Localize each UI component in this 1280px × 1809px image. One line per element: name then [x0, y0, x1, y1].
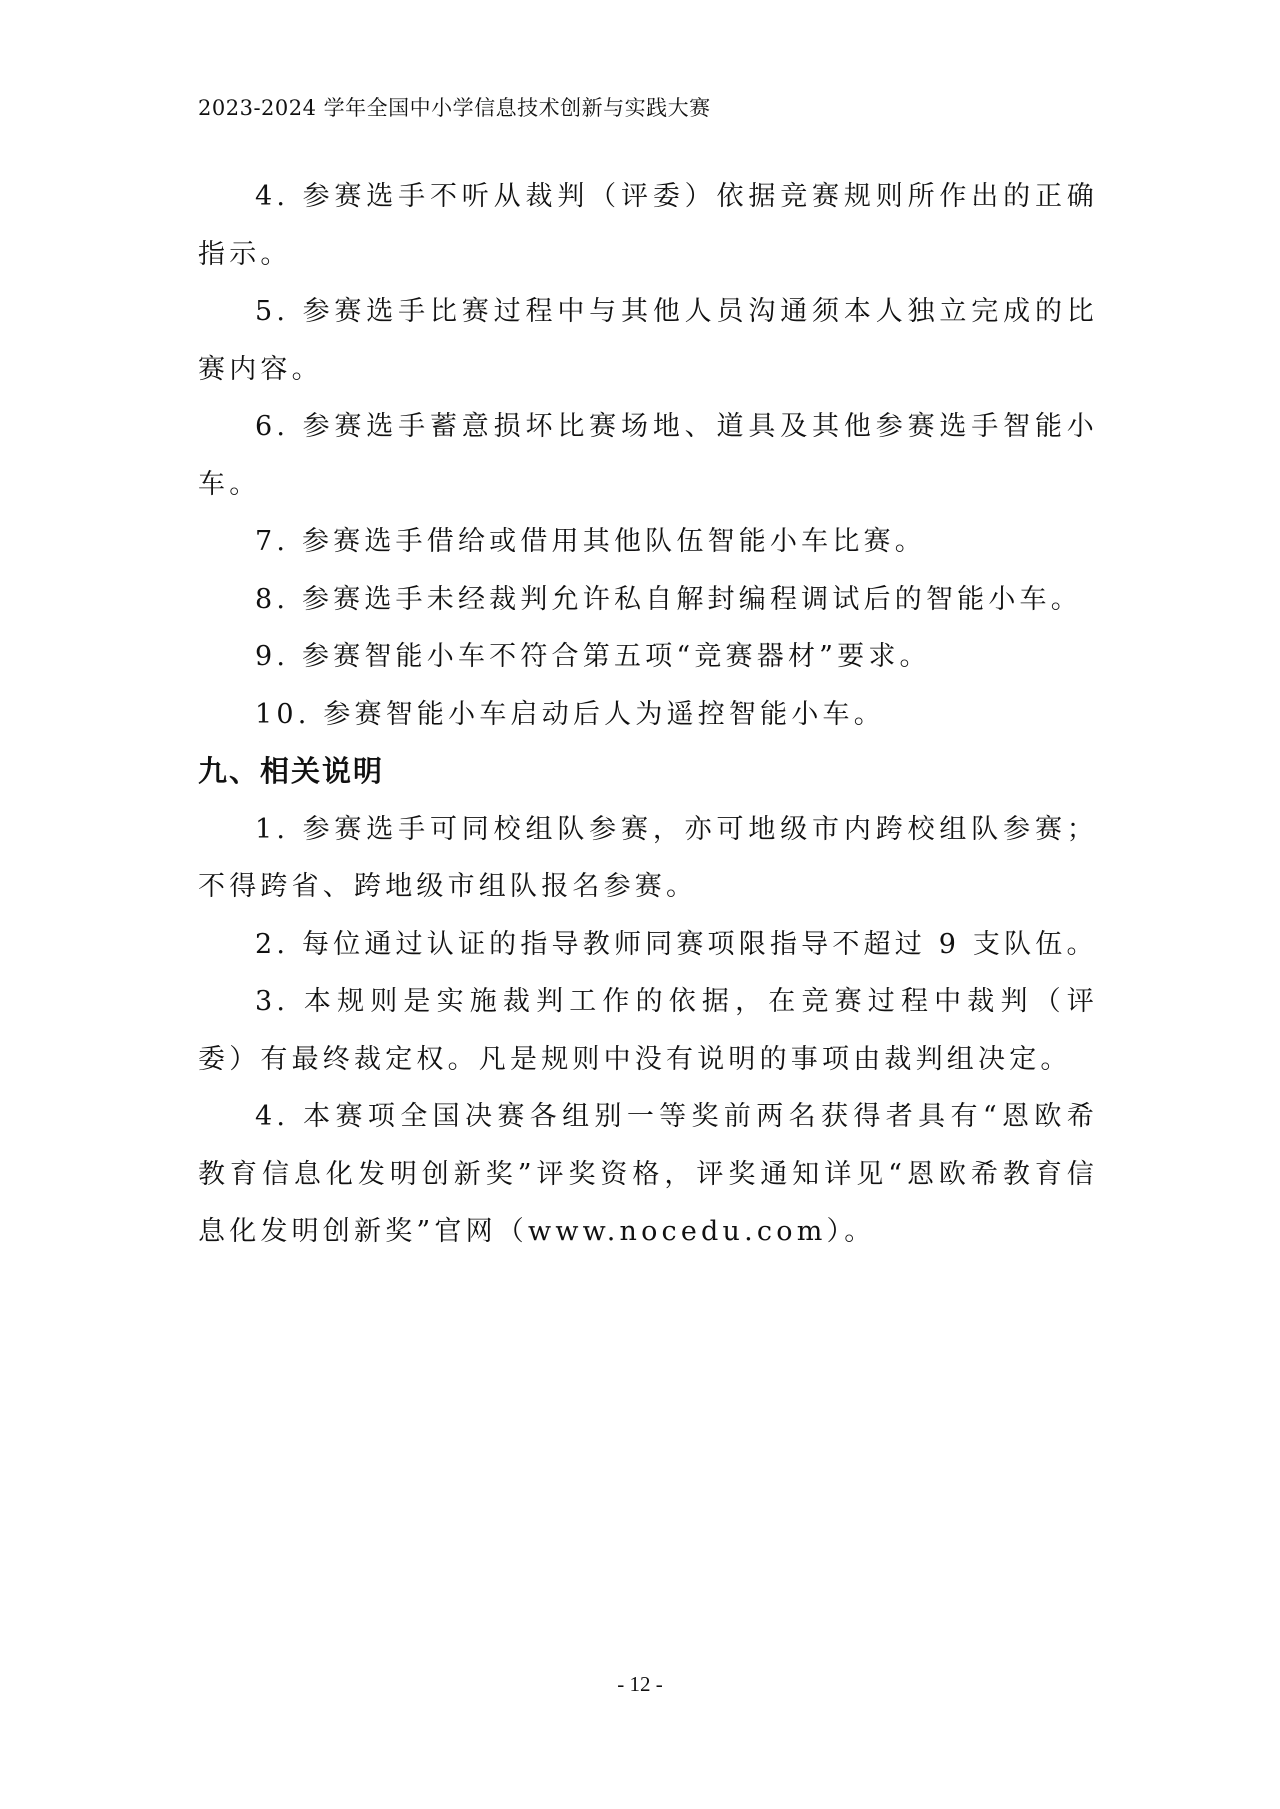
note-item: 2. 每位通过认证的指导教师同赛项限指导不超过 9 支队伍。: [255, 928, 1098, 960]
section-heading: 九、相关说明: [198, 754, 385, 788]
rule-item: 8. 参赛选手未经裁判允许私自解封编程调试后的智能小车。: [255, 583, 1082, 615]
note-item: 4. 本赛项全国决赛各组别一等奖前两名获得者具有“恩欧希教育信息化发明创新奖”评奖资格，评奖通知详见“恩欧希教育信息化发明创新奖”官网（www.nocedu.com）。: [198, 1101, 1098, 1247]
rule-item: 5. 参赛选手比赛过程中与其他人员沟通须本人独立完成的比赛内容。: [198, 296, 1098, 385]
rule-item: 10. 参赛智能小车启动后人为遥控智能小车。: [255, 698, 885, 730]
rule-item: 9. 参赛智能小车不符合第五项“竞赛器材”要求。: [255, 641, 931, 672]
note-item: 1. 参赛选手可同校组队参赛，亦可地级市内跨校组队参赛；不得跨省、跨地级市组队报名参赛。: [198, 813, 1098, 902]
rule-item: 7. 参赛选手借给或借用其他队伍智能小车比赛。: [255, 526, 926, 557]
page-number: - 12 -: [617, 1672, 663, 1696]
document-header: 2023-2024 学年全国中小学信息技术创新与实践大赛: [198, 96, 711, 120]
rule-item: 6. 参赛选手蓄意损坏比赛场地、道具及其他参赛选手智能小车。: [198, 411, 1098, 500]
note-item: 3. 本规则是实施裁判工作的依据，在竞赛过程中裁判（评委）有最终裁定权。凡是规则中没有说明的事项由裁判组决定。: [198, 986, 1098, 1075]
document-body: [198, 168, 1098, 1261]
rule-item: 4. 参赛选手不听从裁判（评委）依据竞赛规则所作出的正确指示。: [198, 181, 1098, 270]
